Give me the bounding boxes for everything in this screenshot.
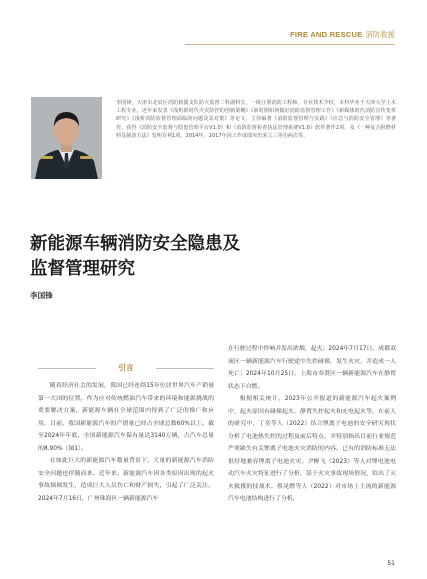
author-photo [31, 97, 102, 179]
body-column-left [38, 380, 214, 505]
article-title-line-2: 监督管理研究 [30, 259, 135, 279]
body-paragraph: 根据相关统计，2023年公开报道的新能源汽车起火案例中，起火原因有碰撞起火、静置失控起火和充电起火等。在前人的研究中，丁奕等人（2022）结合锂离子电池的安全研究现状分析了电池热失控的过程及前后特点，并特别指出目前行业规范严重缺失有关锂离子电池火灾消防的内容。已有的消防标准无法很好地兼容锂离子电池火灾。尹醉飞（2023）等人对锂电池电动汽车火灾特征进行了分析，基于火灾事故现场情况，给出了灭火救援的技战术。蔡晃燃等人（2022）对市场上主流的新能源汽车电池结构进行了分析， [228, 396, 396, 502]
page-number: 51 [387, 560, 395, 567]
article-title [30, 232, 390, 282]
author-bio: 李国锋，天津市北辰区消防救援支队防火监督二科副科长，一级注册消防工程师。专业技术少校，本科毕业于天津大学土木工程专业。近年来发表《浅析新时代火灾防控的创新策略》《新时期如何做好消防监督管理工作》《新媒体时代消防宣传变革研究》《浅析消防监督管理面临的问题及其对策》等论文，主持编著《消防监督管理与实践》《应急与消防安全管理》等著作，获得《消防安全监督与隐患管理平台V1.0》和《消防监督检查执法管理系统V1.0》软件著作2项，及《一种复合阻燃材料及制备方法》发明专利1项。2014年、2017年因工作成绩突出荣立三等功两次等。 [116, 100, 396, 139]
body-paragraph: 在行驶过程中炸响并发出浓烟，起火；2024年7月17日，成都双流区一辆新能源汽车行驶途中失控碰撞，发生火灾，并造成一人死亡；2024年10月25日，上海市奉贤区一辆新能源汽车在静置状态下自燃。 [228, 346, 396, 390]
author-portrait-illustration [31, 97, 102, 179]
section-header [290, 30, 395, 40]
article-author: 李国锋 [30, 291, 53, 300]
header-divider [185, 44, 395, 45]
section-name-en: FIRE AND RESCUE [290, 30, 363, 39]
heading-rule-right [156, 368, 214, 369]
intro-heading [38, 362, 214, 376]
body-paragraph: 随着经济社会的发展，我国已经连续15年位居世界汽车产销量第一大国的位置。作为应对传统燃油汽车带来的环境和能源挑战的重要解决方案，新能源车辆在全球范围内得到了广泛的推广和应用。目前，我国新能源汽车的产销量已经占全球总数60%以上。截至2024年年底，全国新能源汽车保有量达3140万辆，占汽车总量的8.90%（图1）。 [38, 383, 214, 452]
section-name-cn: 消防救援 [365, 30, 395, 39]
body-paragraph: 在如此巨大的新能源汽车数量背景下，大量的新能源汽车消防安全问题也伴随而来。近年来，新能源汽车因各类原因出现的起火事故频频发生，造成巨大人员伤亡和财产损失，引起了广泛关注。2024年7月16日，广州珠海区一辆新能源汽车 [38, 458, 214, 502]
article-title-line-1: 新能源车辆消防安全隐患及 [30, 234, 240, 254]
intro-heading-text: 引言 [118, 363, 134, 372]
body-column-right [228, 343, 396, 506]
